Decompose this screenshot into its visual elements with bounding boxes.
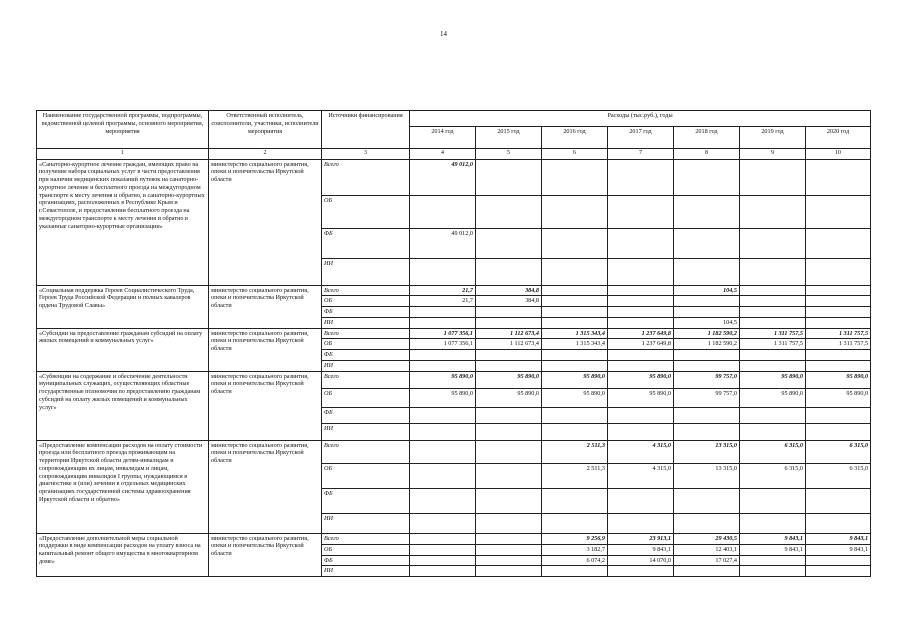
expense-value: 95 890,0 (608, 388, 674, 407)
expense-value: 29 430,5 (674, 533, 740, 544)
table-body (37, 159, 871, 577)
expense-value: 6 315,0 (740, 463, 806, 488)
page-number: 14 (440, 30, 447, 38)
expense-value (806, 360, 871, 371)
expense-value (740, 296, 806, 307)
expense-value (476, 440, 542, 463)
expense-value (806, 285, 871, 296)
expense-value (542, 407, 608, 423)
expense-value: 95 890,0 (476, 388, 542, 407)
expense-value: 9 843,1 (740, 544, 806, 555)
column-number: 1 (37, 149, 209, 160)
expense-value (608, 296, 674, 307)
expense-value: 6 315,0 (806, 440, 871, 463)
expense-value: 9 843,1 (740, 533, 806, 544)
expense-value (542, 423, 608, 440)
expense-value (542, 350, 608, 361)
responsible-executor: министерство социального развития, опеки и попечительства Иркутской области (209, 533, 322, 577)
expense-value (806, 195, 871, 228)
expense-value (542, 513, 608, 533)
expense-value (806, 350, 871, 361)
expense-value (806, 566, 871, 577)
funding-source: ФБ (322, 228, 410, 258)
expense-value (806, 307, 871, 318)
column-number: 8 (674, 149, 740, 160)
funding-source: ОБ (322, 195, 410, 228)
expense-value (476, 423, 542, 440)
expense-value (542, 195, 608, 228)
expense-value (410, 350, 476, 361)
table-row-total (37, 328, 871, 339)
expense-value (740, 488, 806, 513)
expense-value (410, 195, 476, 228)
header-expenses: Расходы (тыс.руб.), годы (410, 111, 871, 127)
expense-value (542, 228, 608, 258)
expense-value: 9 843,1 (608, 544, 674, 555)
expense-value (806, 317, 871, 328)
table-row-total (37, 371, 871, 388)
expense-value: 99 757,0 (674, 388, 740, 407)
expense-value: 3 182,7 (542, 544, 608, 555)
responsible-executor: министерство социального развития, опеки и попечительства Иркутской области (209, 285, 322, 328)
funding-source: ОБ (322, 339, 410, 350)
expense-value (674, 513, 740, 533)
expense-value: 384,8 (476, 296, 542, 307)
expense-value (476, 488, 542, 513)
expense-value (410, 533, 476, 544)
expense-value (608, 285, 674, 296)
header-year: 2017 год (608, 126, 674, 148)
header-year: 2015 год (476, 126, 542, 148)
funding-source: Всего (322, 440, 410, 463)
expense-value (806, 423, 871, 440)
expense-value (608, 159, 674, 195)
funding-source: Всего (322, 371, 410, 388)
expense-value (410, 566, 476, 577)
column-number: 4 (410, 149, 476, 160)
expense-value (806, 228, 871, 258)
funding-source: ФБ (322, 407, 410, 423)
expense-value (608, 488, 674, 513)
table-row-total (37, 285, 871, 296)
expense-value (542, 360, 608, 371)
expense-value (674, 228, 740, 258)
expense-value: 95 890,0 (740, 371, 806, 388)
funding-source: ОБ (322, 463, 410, 488)
expense-value: 49 012,0 (410, 228, 476, 258)
expense-value (542, 296, 608, 307)
funding-source: Всего (322, 285, 410, 296)
expense-value (542, 258, 608, 285)
header-year: 2019 год (740, 126, 806, 148)
expense-value: 1 112 673,4 (476, 328, 542, 339)
expense-value (608, 258, 674, 285)
expense-value: 1 182 590,2 (674, 328, 740, 339)
expense-value: 95 890,0 (740, 388, 806, 407)
expense-value (476, 317, 542, 328)
expense-value (476, 195, 542, 228)
expense-value: 6 074,2 (542, 555, 608, 566)
expense-value (476, 360, 542, 371)
expense-value: 1 112 673,4 (476, 339, 542, 350)
expense-value: 2 511,3 (542, 463, 608, 488)
expense-value (410, 307, 476, 318)
expense-value (476, 228, 542, 258)
expense-value (542, 566, 608, 577)
expense-value (674, 423, 740, 440)
expense-value (410, 440, 476, 463)
expense-value (476, 555, 542, 566)
expense-value: 9 843,1 (806, 544, 871, 555)
expense-value (674, 258, 740, 285)
responsible-executor: министерство социального развития, опеки и попечительства Иркутской области (209, 328, 322, 371)
expense-value: 1 311 757,5 (740, 328, 806, 339)
program-name: «Субвенции на содержание и обеспечение деятельности муниципальных служащих, осуществляющих областные государственные полномочия по предоставлению гражданам субсидий на оплату жилых помещений и коммунальных услуг» (37, 371, 209, 440)
funding-source: ИИ (322, 423, 410, 440)
expense-value (410, 488, 476, 513)
header-year: 2016 год (542, 126, 608, 148)
column-number: 5 (476, 149, 542, 160)
column-number: 7 (608, 149, 674, 160)
expense-value (608, 195, 674, 228)
expense-value: 1 077 356,1 (410, 339, 476, 350)
expense-value (542, 317, 608, 328)
expense-value: 2 511,3 (542, 440, 608, 463)
header-year: 2020 год (806, 126, 871, 148)
program-name: «Предоставление компенсации расходов на оплату стоимости проезда или бесплатного проезда проживающим на территории Иркутской области детям-инвалидам и сопровождающим их лицам, инвалидам и лицам, сопровождающим инвалидов I группы, нуждающимся в диагностике и (или) лечении в отдельных медицинских организациях государственной системы здравоохранения Иркутской области и обратно» (37, 440, 209, 533)
expense-value (542, 285, 608, 296)
expense-value (542, 307, 608, 318)
column-number: 10 (806, 149, 871, 160)
expense-value (476, 533, 542, 544)
expense-value (608, 350, 674, 361)
funding-source: ИИ (322, 317, 410, 328)
expense-value (674, 195, 740, 228)
table-row-total (37, 533, 871, 544)
expense-value (410, 360, 476, 371)
expense-value (740, 566, 806, 577)
expense-value (740, 285, 806, 296)
header-sources: Источники финансирования (322, 111, 410, 149)
table-row-total (37, 159, 871, 195)
expense-value (410, 407, 476, 423)
expense-value (542, 488, 608, 513)
expense-value (740, 258, 806, 285)
header-year: 2018 год (674, 126, 740, 148)
expense-value: 95 890,0 (476, 371, 542, 388)
expense-value (476, 258, 542, 285)
expense-value (608, 360, 674, 371)
expense-value: 17 027,4 (674, 555, 740, 566)
expense-value: 4 315,0 (608, 463, 674, 488)
expense-value: 384,8 (476, 285, 542, 296)
table-row-total (37, 440, 871, 463)
expense-value (476, 307, 542, 318)
expense-value: 95 890,0 (806, 388, 871, 407)
expense-value (542, 159, 608, 195)
expense-value (740, 555, 806, 566)
expense-value: 99 757,0 (674, 371, 740, 388)
funding-source: Всего (322, 159, 410, 195)
expense-value: 1 311 757,5 (806, 328, 871, 339)
expense-value (410, 555, 476, 566)
program-name: «Предоставление дополнительной меры социальной поддержки в виде компенсации расходов на уплату взноса на капитальный ремонт общего имущества в многоквартирном доме» (37, 533, 209, 577)
header-program: Наименование государственной программы, подпрограммы, ведомственной целевой программы, основного мероприятия, мероприятия (37, 111, 209, 149)
expense-value (476, 513, 542, 533)
expense-value: 104,5 (674, 317, 740, 328)
budget-table (36, 110, 871, 577)
expense-value (740, 228, 806, 258)
funding-source: ИИ (322, 566, 410, 577)
expense-value: 1 311 757,5 (740, 339, 806, 350)
expense-value (476, 544, 542, 555)
expense-value (674, 350, 740, 361)
column-number: 9 (740, 149, 806, 160)
expense-value (740, 360, 806, 371)
funding-source: ОБ (322, 388, 410, 407)
header-year: 2014 год (410, 126, 476, 148)
column-number: 3 (322, 149, 410, 160)
funding-source: ФБ (322, 307, 410, 318)
expense-value: 95 890,0 (806, 371, 871, 388)
expense-value (740, 159, 806, 195)
program-name: «Санаторно-курортное лечение граждан, имеющих право на получение набора социальных услуг в части предоставления при наличии медицинских показаний путевок на санаторно-курортное лечение и бесплатного проезда на междугородном транспорте к месту лечения и обратно, в санаторно-курортных организациях, расположенных в Республике Крым и г.Севастополе, и предоставлении бесплатного проезда на междугородном транспорте к месту лечения и обратно в указанные санаторно-курортные организации» (37, 159, 209, 285)
expense-value: 95 890,0 (608, 371, 674, 388)
expense-value (740, 317, 806, 328)
expense-value: 1 237 649,8 (608, 328, 674, 339)
expense-value (608, 407, 674, 423)
expense-value (476, 566, 542, 577)
expense-value (410, 423, 476, 440)
expense-value (674, 566, 740, 577)
expense-value: 4 315,0 (608, 440, 674, 463)
expense-value (740, 195, 806, 228)
expense-value: 95 890,0 (542, 388, 608, 407)
expense-value (806, 407, 871, 423)
expense-value (740, 407, 806, 423)
funding-source: ОБ (322, 296, 410, 307)
responsible-executor: министерство социального развития, опеки и попечительства Иркутской области (209, 371, 322, 440)
expense-value (608, 307, 674, 318)
expense-value: 9 256,9 (542, 533, 608, 544)
expense-value: 104,5 (674, 285, 740, 296)
program-name: «Субсидии на предоставление гражданам субсидий на оплату жилых помещений и коммунальных услуг» (37, 328, 209, 371)
expense-value: 1 182 590,2 (674, 339, 740, 350)
expense-value (410, 463, 476, 488)
expense-value (476, 407, 542, 423)
expense-value (674, 307, 740, 318)
expense-value (674, 360, 740, 371)
expense-value: 13 315,0 (674, 463, 740, 488)
expense-value: 95 890,0 (542, 371, 608, 388)
funding-source: ФБ (322, 488, 410, 513)
responsible-executor: министерство социального развития, опеки и попечительства Иркутской области (209, 440, 322, 533)
expense-value (806, 513, 871, 533)
expense-value: 95 890,0 (410, 371, 476, 388)
header-responsible: Ответственный исполнитель, соисполнители, участники, исполнители мероприятия (209, 111, 322, 149)
expense-value (608, 566, 674, 577)
expense-value (740, 513, 806, 533)
expense-value (674, 159, 740, 195)
column-number: 6 (542, 149, 608, 160)
funding-source: ИИ (322, 360, 410, 371)
expense-value (608, 317, 674, 328)
funding-source: ОБ (322, 544, 410, 555)
expense-value: 95 890,0 (410, 388, 476, 407)
expense-value: 21,7 (410, 296, 476, 307)
expense-value: 23 913,1 (608, 533, 674, 544)
expense-value (806, 296, 871, 307)
expense-value (476, 159, 542, 195)
expense-value: 21,7 (410, 285, 476, 296)
expense-value (806, 555, 871, 566)
funding-source: ФБ (322, 350, 410, 361)
expense-value (740, 423, 806, 440)
expense-value (476, 463, 542, 488)
expense-value: 12 403,1 (674, 544, 740, 555)
expense-value: 1 315 343,4 (542, 339, 608, 350)
expense-value (806, 488, 871, 513)
expense-value (608, 513, 674, 533)
expense-value (674, 296, 740, 307)
funding-source: Всего (322, 328, 410, 339)
expense-value: 1 311 757,5 (806, 339, 871, 350)
expense-value: 6 315,0 (740, 440, 806, 463)
funding-source: Всего (322, 533, 410, 544)
expense-value: 13 315,0 (674, 440, 740, 463)
expense-value (674, 407, 740, 423)
expense-value: 49 012,0 (410, 159, 476, 195)
expense-value: 9 843,1 (806, 533, 871, 544)
expense-value (476, 350, 542, 361)
expense-value (740, 350, 806, 361)
program-name: «Социальная поддержка Героев Социалистического Труда, Героев Труда Российской Федерации и полных кавалеров ордена Трудовой Славы» (37, 285, 209, 328)
funding-source: ИИ (322, 258, 410, 285)
expense-value (740, 307, 806, 318)
expense-value (806, 159, 871, 195)
responsible-executor: министерство социального развития, опеки и попечительства Иркутской области (209, 159, 322, 285)
expense-value (608, 423, 674, 440)
expense-value: 6 315,0 (806, 463, 871, 488)
expense-value: 1 237 649,8 (608, 339, 674, 350)
expense-value (410, 513, 476, 533)
funding-source: ФБ (322, 555, 410, 566)
funding-source: ИИ (322, 513, 410, 533)
expense-value: 14 070,0 (608, 555, 674, 566)
expense-value (674, 488, 740, 513)
expense-value (608, 228, 674, 258)
expense-value (410, 544, 476, 555)
expense-value (410, 258, 476, 285)
expense-value: 1 315 343,4 (542, 328, 608, 339)
expense-value: 1 077 356,1 (410, 328, 476, 339)
expense-value (410, 317, 476, 328)
expense-value (806, 258, 871, 285)
column-number: 2 (209, 149, 322, 160)
